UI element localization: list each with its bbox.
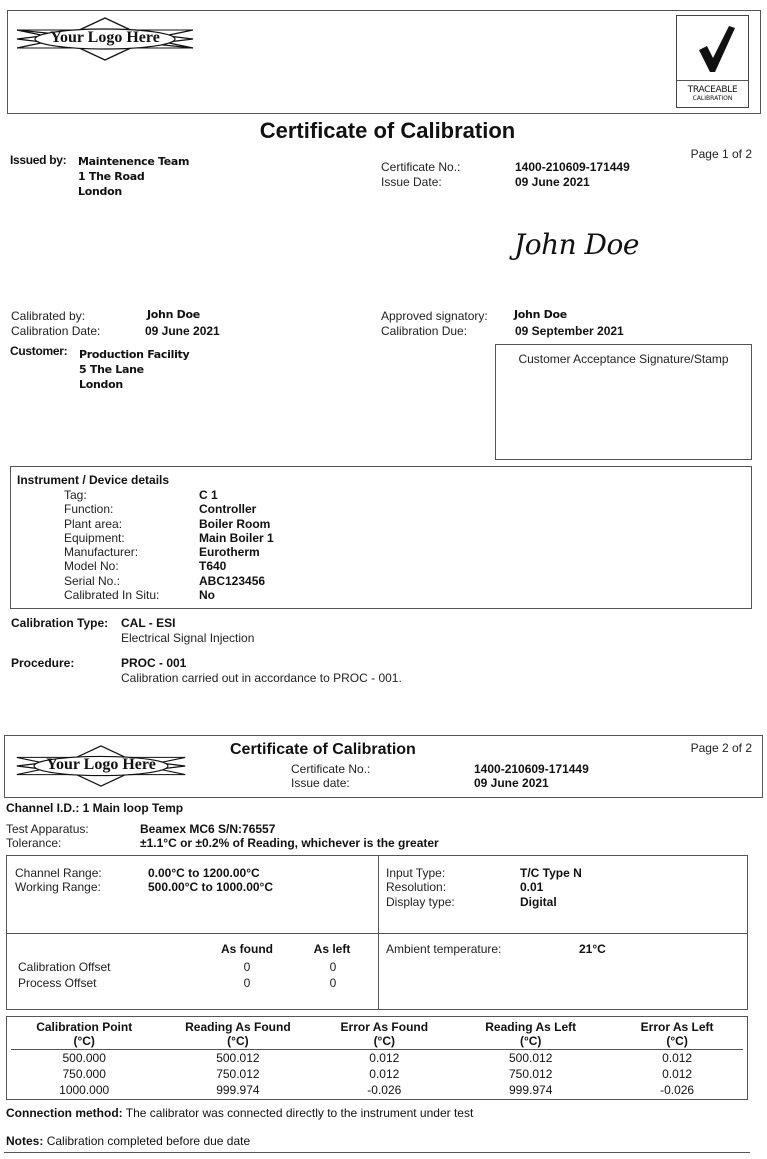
badge-line2: CALIBRATION — [692, 95, 733, 102]
page2-issue-date-value: 09 June 2021 — [474, 776, 549, 790]
page-indicator: Page 1 of 2 — [690, 147, 752, 161]
channel-id: Channel I.D.: 1 Main loop Temp — [6, 801, 184, 815]
results-table — [11, 1020, 743, 1098]
test-apparatus-label: Test Apparatus: — [6, 822, 89, 836]
field-equipment: Equipment: Main Boiler 1 — [64, 530, 274, 545]
issue-date-value: 09 June 2021 — [515, 175, 590, 189]
issued-by-label: Issued by: — [10, 153, 67, 167]
resolution-label: Resolution: — [386, 880, 447, 894]
results-header-row — [11, 1020, 743, 1050]
issued-by-address: Maintenence Team 1 The Road London — [78, 155, 190, 198]
calibration-due-value: 09 September 2021 — [515, 324, 624, 338]
calibration-type-label: Calibration Type: — [11, 616, 109, 630]
page2-title: Certificate of Calibration — [230, 741, 416, 758]
calibration-offset-as-found: 0 — [243, 960, 251, 974]
col-reading-as-left: Reading As Left (°C) — [450, 1020, 611, 1050]
table-row: 750.000 750.012 0.012 750.012 0.012 — [62, 1067, 693, 1081]
table-row: 500.000 500.012 0.012 500.012 0.012 — [62, 1051, 693, 1065]
display-type-label: Display type: — [386, 895, 455, 909]
traceable-calibration-badge — [676, 15, 749, 108]
field-plant-area: Plant area: Boiler Room — [64, 516, 271, 531]
results-table-box — [6, 1016, 748, 1100]
specs-grid — [6, 855, 748, 1010]
notes-value: Calibration completed before due date — [46, 1134, 251, 1148]
approved-signatory-value: John Doe — [514, 308, 567, 321]
page2-certificate-no-value: 1400-210609-171449 — [474, 762, 589, 776]
offset-header-as-left: As left — [313, 942, 351, 956]
table-row: 1000.000 999.974 -0.026 999.974 -0.026 — [59, 1083, 695, 1097]
process-offset-as-found: 0 — [243, 976, 251, 990]
field-serial-no: Serial No.: ABC123456 — [64, 573, 266, 588]
checkmark-icon — [677, 18, 748, 76]
procedure-code: PROC - 001 — [121, 656, 187, 670]
instrument-details-heading: Instrument / Device details — [17, 473, 170, 487]
connection-method-label: Connection method: — [6, 1106, 123, 1120]
connection-method — [6, 1106, 473, 1120]
input-type-value: T/C Type N — [520, 866, 582, 880]
procedure-description: Calibration carried out in accordance to PROC - 001. — [121, 671, 402, 685]
ambient-temperature-label: Ambient temperature: — [386, 942, 502, 956]
calibration-offset-label: Calibration Offset — [18, 960, 111, 974]
page2-indicator: Page 2 of 2 — [690, 741, 752, 755]
calibration-due-label: Calibration Due: — [381, 324, 468, 338]
resolution-value: 0.01 — [520, 880, 544, 894]
channel-range-value: 0.00°C to 1200.00°C — [148, 866, 260, 880]
channel-range-label: Channel Range: — [15, 866, 102, 880]
calibration-offset-as-left: 0 — [329, 960, 337, 974]
certificate-no-value: 1400-210609-171449 — [515, 160, 630, 174]
instrument-fields — [64, 488, 274, 602]
col-reading-as-found: Reading As Found (°C) — [157, 1020, 318, 1050]
field-calibrated-in-situ: Calibrated In Situ: No — [64, 588, 215, 603]
field-manufacturer: Manufacturer: Eurotherm — [64, 545, 260, 560]
calibration-type-code: CAL - ESI — [121, 616, 176, 630]
col-calibration-point: Calibration Point (°C) — [11, 1020, 157, 1050]
badge-line1: TRACEABLE — [687, 85, 738, 95]
test-apparatus-value: Beamex MC6 S/N:76557 — [140, 822, 276, 836]
certificate-no-label: Certificate No.: — [381, 160, 461, 174]
input-type-label: Input Type: — [386, 866, 446, 880]
field-tag: Tag: C 1 — [64, 488, 218, 502]
display-type-value: Digital — [520, 895, 557, 909]
working-range-value: 500.00°C to 1000.00°C — [148, 880, 274, 894]
customer-acceptance-box[interactable] — [495, 344, 752, 460]
customer-address: Production Facility 5 The Lane London — [79, 348, 190, 391]
company-logo — [15, 16, 195, 62]
ambient-temperature-value: 21°C — [579, 942, 606, 956]
notes-label: Notes: — [6, 1134, 44, 1148]
page2-certificate-no-label: Certificate No.: — [291, 762, 371, 776]
customer-acceptance-label: Customer Acceptance Signature/Stamp — [518, 352, 729, 366]
connection-method-value: The calibrator was connected directly to the instrument under test — [125, 1106, 474, 1120]
field-function: Function: Controller — [64, 502, 257, 517]
calibrated-by-value: John Doe — [147, 308, 200, 321]
page-title: Certificate of Calibration — [259, 118, 516, 143]
logo-text: Your Logo Here — [50, 29, 160, 46]
page2-logo — [12, 744, 190, 788]
field-model-no: Model No: T640 — [64, 559, 227, 574]
tolerance-value: ±1.1°C or ±0.2% of Reading, whichever is the greater — [140, 836, 439, 850]
calibration-type-description: Electrical Signal Injection — [121, 631, 255, 645]
col-error-as-left: Error As Left (°C) — [611, 1020, 743, 1050]
customer-label: Customer: — [10, 344, 68, 358]
calibration-date-value: 09 June 2021 — [145, 324, 220, 338]
procedure-label: Procedure: — [11, 656, 75, 670]
process-offset-as-left: 0 — [329, 976, 337, 990]
logo-text: Your Logo Here — [46, 756, 156, 773]
calibrated-by-label: Calibrated by: — [11, 309, 86, 323]
footer-divider — [4, 1152, 750, 1153]
issue-date-label: Issue Date: — [381, 175, 442, 189]
tolerance-label: Tolerance: — [6, 836, 62, 850]
instrument-details-box — [10, 466, 752, 609]
approved-signatory-label: Approved signatory: — [381, 309, 488, 323]
col-error-as-found: Error As Found (°C) — [318, 1020, 450, 1050]
process-offset-label: Process Offset — [18, 976, 97, 990]
calibration-date-label: Calibration Date: — [11, 324, 101, 338]
offset-header-as-found: As found — [221, 942, 273, 956]
page2-issue-date-label: Issue date: — [291, 776, 350, 790]
notes — [6, 1134, 250, 1148]
signature: John Doe — [514, 228, 639, 261]
working-range-label: Working Range: — [15, 880, 101, 894]
